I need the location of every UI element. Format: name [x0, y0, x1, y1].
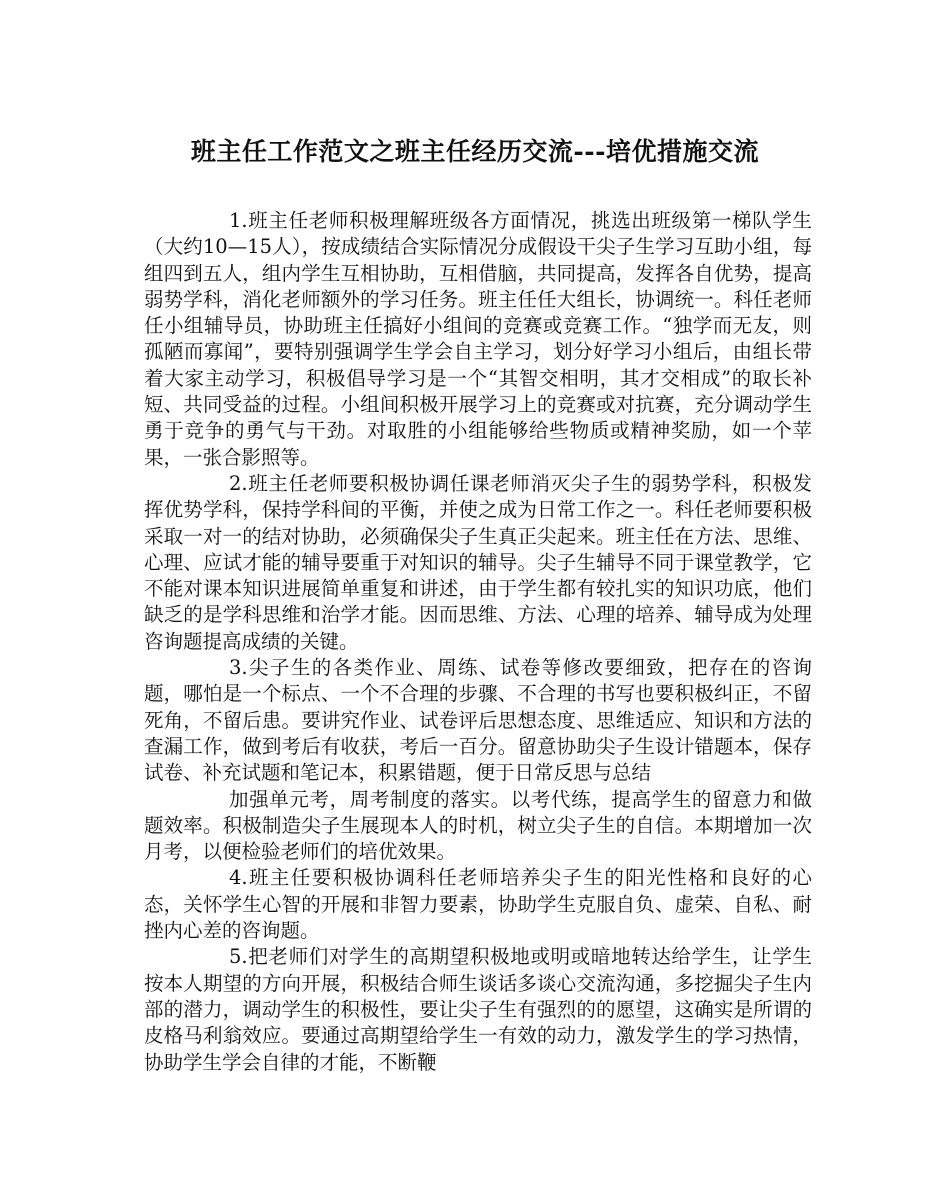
document-body: [144, 208, 812, 1076]
paragraph-1: 1.班主任老师积极理解班级各方面情况，挑选出班级第一梯队学生（大约10—15人），按成绩结合实际情况分成假设干尖子生学习互助小组，每组四到五人，组内学生互相协助，互相借脑，共同提高，发挥各自优势，提高弱势学科，消化老师额外的学习任务。班主任任大组长，协调统一。科任老师任小组辅导员，协助班主任搞好小组间的竞赛或竞赛工作。“独学而无友，则孤陋而寡闻”，要特别强调学生学会自主学习，划分好学习小组后，由组长带着大家主动学习，积极倡导学习是一个“其智交相明，其才交相成”的取长补短、共同受益的过程。小组间积极开展学习上的竞赛或对抗赛，充分调动学生勇于竞争的勇气与干劲。对取胜的小组能够给些物质或精神奖励，如一个苹果，一张合影照等。: [144, 209, 812, 469]
paragraph-4: 加强单元考，周考制度的落实。以考代练，提高学生的留意力和做题效率。积极制造尖子生展现本人的时机，树立尖子生的自信。本期增加一次月考，以便检验老师们的培优效果。: [144, 787, 812, 864]
paragraph-5: 4.班主任要积极协调科任老师培养尖子生的阳光性格和良好的心态，关怀学生心智的开展和非智力要素，协助学生克服自负、虚荣、自私、耐挫内心差的咨询题。: [144, 866, 812, 943]
paragraph-6: 5.把老师们对学生的高期望积极地或明或暗地转达给学生，让学生按本人期望的方向开展，积极结合师生谈话多谈心交流沟通，多挖掘尖子生内部的潜力，调动学生的积极性，要让尖子生有强烈的的愿望，这确实是所谓的皮格马利翁效应。要通过高期望给学生一有效的动力，激发学生的学习热情，协助学生学会自律的才能，不断鞭: [144, 945, 812, 1074]
paragraph-2: 2.班主任老师要积极协调任课老师消灭尖子生的弱势学科，积极发挥优势学科，保持学科间的平衡，并使之成为日常工作之一。科任老师要积极采取一对一的结对协助，必须确保尖子生真正尖起来。班主任在方法、思维、心理、应试才能的辅导要重于对知识的辅导。尖子生辅导不同于课堂教学，它不能对课本知识进展简单重复和讲述，由于学生都有较扎实的知识功底，他们缺乏的是学科思维和治学才能。因而思维、方法、心理的培养、辅导成为处理咨询题提高成绩的关键。: [144, 471, 812, 653]
paragraph-3: 3.尖子生的各类作业、周练、试卷等修改要细致，把存在的咨询题，哪怕是一个标点、一个不合理的步骤、不合理的书写也要积极纠正，不留死角，不留后患。要讲究作业、试卷评后思想态度、思维适应、知识和方法的查漏工作，做到考后有收获，考后一百分。留意协助尖子生设计错题本，保存试卷、补充试题和笔记本，积累错题，便于日常反思与总结: [144, 656, 812, 785]
document-title: 班主任工作范文之班主任经历交流---培优措施交流: [190, 137, 760, 166]
